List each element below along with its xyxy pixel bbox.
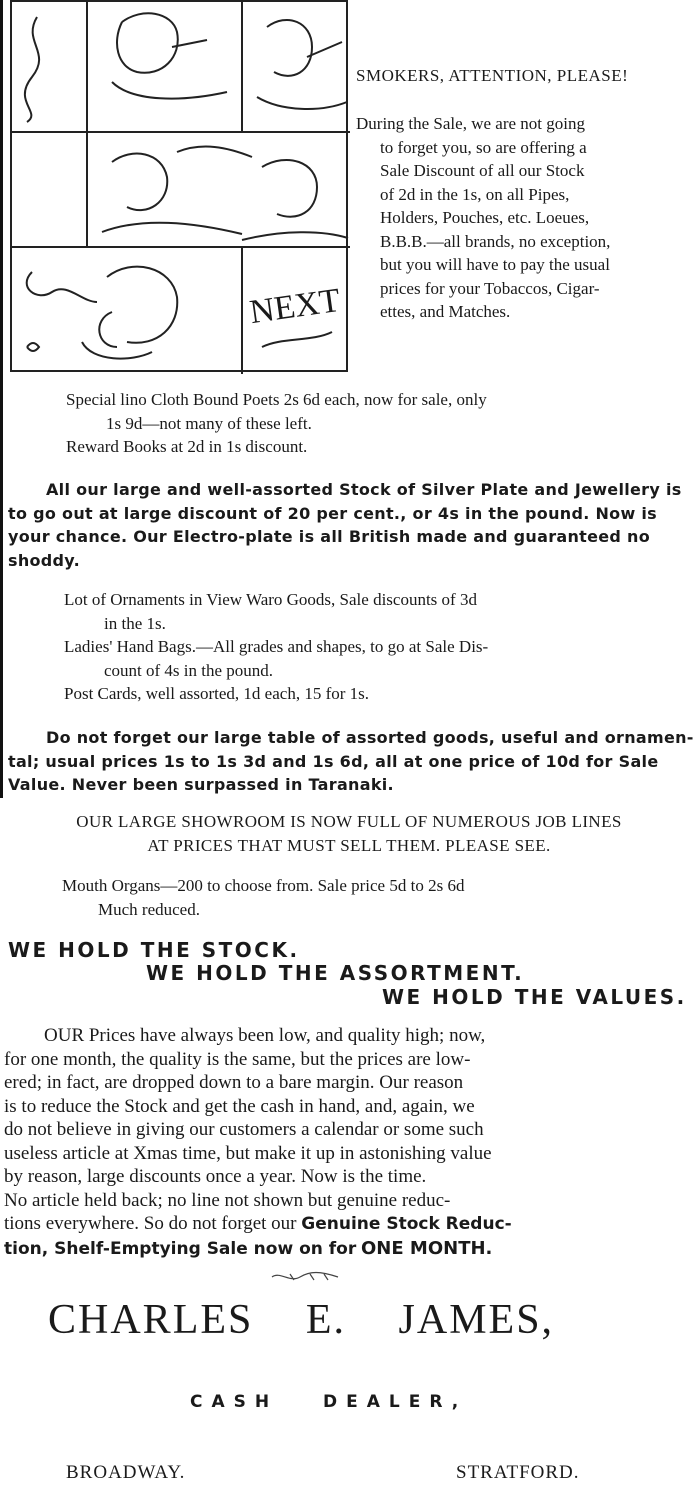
poets-line: Special lino Cloth Bound Poets 2s 6d each, now for sale, only bbox=[66, 390, 487, 409]
silver-line: to go out at large discount of 20 per cent., or 4s in the pound. Now is bbox=[8, 503, 658, 523]
hold-values-line: WE HOLD THE VALUES. bbox=[382, 985, 687, 1009]
closing-line-9-bold: Genuine Stock Reduc- bbox=[301, 1214, 512, 1234]
smokers-heading: SMOKERS, ATTENTION, PLEASE! bbox=[356, 66, 629, 85]
organs-paragraph bbox=[62, 874, 682, 921]
closing-line-10-bold: tion, Shelf-Emptying Sale now on for bbox=[4, 1238, 357, 1259]
smokers-paragraph bbox=[356, 112, 696, 324]
next-label: NEXT bbox=[247, 281, 343, 332]
organs-line: Mouth Organs—200 to choose from. Sale price 5d to 2s 6d bbox=[62, 876, 465, 895]
closing-paragraph bbox=[4, 1024, 692, 1261]
silver-paragraph bbox=[8, 478, 694, 572]
address-broadway: BROADWAY. bbox=[66, 1462, 186, 1483]
closing-line: by reason, large discounts once a year. Now is the time. bbox=[4, 1166, 427, 1187]
smokers-line: ettes, and Matches. bbox=[380, 302, 511, 321]
closing-line: is to reduce the Stock and get the cash in hand, and, again, we bbox=[4, 1095, 475, 1117]
address-stratford: STRATFORD. bbox=[456, 1462, 580, 1483]
closing-line: do not believe in giving our customers a calendar or some such bbox=[4, 1119, 484, 1140]
divider-ornament bbox=[270, 1270, 340, 1284]
smokers-line: B.B.B.—all brands, no exception, bbox=[380, 231, 611, 251]
ornaments-paragraph bbox=[64, 588, 684, 706]
ornaments-line: Post Cards, well assorted, 1d each, 15 for 1s. bbox=[64, 684, 370, 703]
closing-line: No article held back; no line not shown but genuine reduc- bbox=[4, 1189, 451, 1211]
smokers-line: to forget you, so are offering a bbox=[380, 137, 587, 157]
organs-line: Much reduced. bbox=[98, 899, 200, 919]
silver-line: shoddy. bbox=[8, 550, 80, 570]
smokers-line: prices for your Tobaccos, Cigar- bbox=[380, 278, 600, 298]
smokers-line: Holders, Pouches, etc. Loeues, bbox=[380, 208, 590, 227]
poets-line: Reward Books at 2d in 1s discount. bbox=[66, 437, 308, 456]
showroom-paragraph bbox=[4, 810, 694, 857]
poets-line: 1s 9d—not many of these left. bbox=[106, 413, 312, 433]
closing-line: for one month, the quality is the same, but the prices are low- bbox=[4, 1048, 471, 1070]
ornaments-line: count of 4s in the pound. bbox=[104, 660, 274, 680]
closing-line-9-plain: tions everywhere. So do not forget our bbox=[4, 1213, 297, 1234]
closing-one-month: ONE MONTH. bbox=[361, 1237, 493, 1259]
showroom-line: OUR LARGE SHOWROOM IS NOW FULL OF NUMEROUS JOB LINES bbox=[76, 812, 622, 831]
smokers-line: but you will have to pay the usual bbox=[380, 255, 610, 274]
ornaments-line: Ladies' Hand Bags.—All grades and shapes, to go at Sale Dis- bbox=[64, 637, 489, 656]
smokers-line: During the Sale, we are not going bbox=[356, 114, 585, 133]
smokers-line: of 2d in the 1s, on all Pipes, bbox=[380, 184, 570, 204]
merchant-title: CASH DEALER, bbox=[190, 1392, 468, 1412]
closing-line-10 bbox=[4, 1237, 692, 1262]
ornaments-line: in the 1s. bbox=[104, 613, 166, 633]
silver-line: your chance. Our Electro-plate is all British made and guaranteed no bbox=[8, 527, 651, 546]
table-line: Do not forget our large table of assorted goods, useful and ornamen- bbox=[46, 728, 694, 747]
smokers-line: Sale Discount of all our Stock bbox=[380, 161, 585, 180]
hold-stock-line: WE HOLD THE STOCK. bbox=[8, 938, 300, 962]
closing-line: ered; in fact, are dropped down to a bare margin. Our reason bbox=[4, 1072, 464, 1093]
closing-line: useless article at Xmas time, but make it up in astonishing value bbox=[4, 1142, 492, 1164]
smokers-illustration bbox=[10, 0, 348, 372]
poets-paragraph bbox=[66, 388, 686, 459]
cartoon-drawing bbox=[12, 2, 350, 374]
table-paragraph bbox=[8, 726, 694, 797]
merchant-name: CHARLES E. JAMES, bbox=[48, 1297, 555, 1343]
hold-assortment-line: WE HOLD THE ASSORTMENT. bbox=[146, 961, 525, 985]
left-margin-rule bbox=[0, 0, 3, 798]
closing-line-9 bbox=[4, 1212, 692, 1237]
ornaments-line: Lot of Ornaments in View Waro Goods, Sale discounts of 3d bbox=[64, 590, 477, 609]
table-line: Value. Never been surpassed in Taranaki. bbox=[8, 775, 394, 794]
closing-line: OUR Prices have always been low, and quality high; now, bbox=[44, 1025, 486, 1046]
showroom-line: AT PRICES THAT MUST SELL THEM. PLEASE SEE. bbox=[147, 835, 551, 855]
table-line: tal; usual prices 1s to 1s 3d and 1s 6d, all at one price of 10d for Sale bbox=[8, 751, 659, 771]
silver-line: All our large and well-assorted Stock of Silver Plate and Jewellery is bbox=[46, 480, 682, 499]
